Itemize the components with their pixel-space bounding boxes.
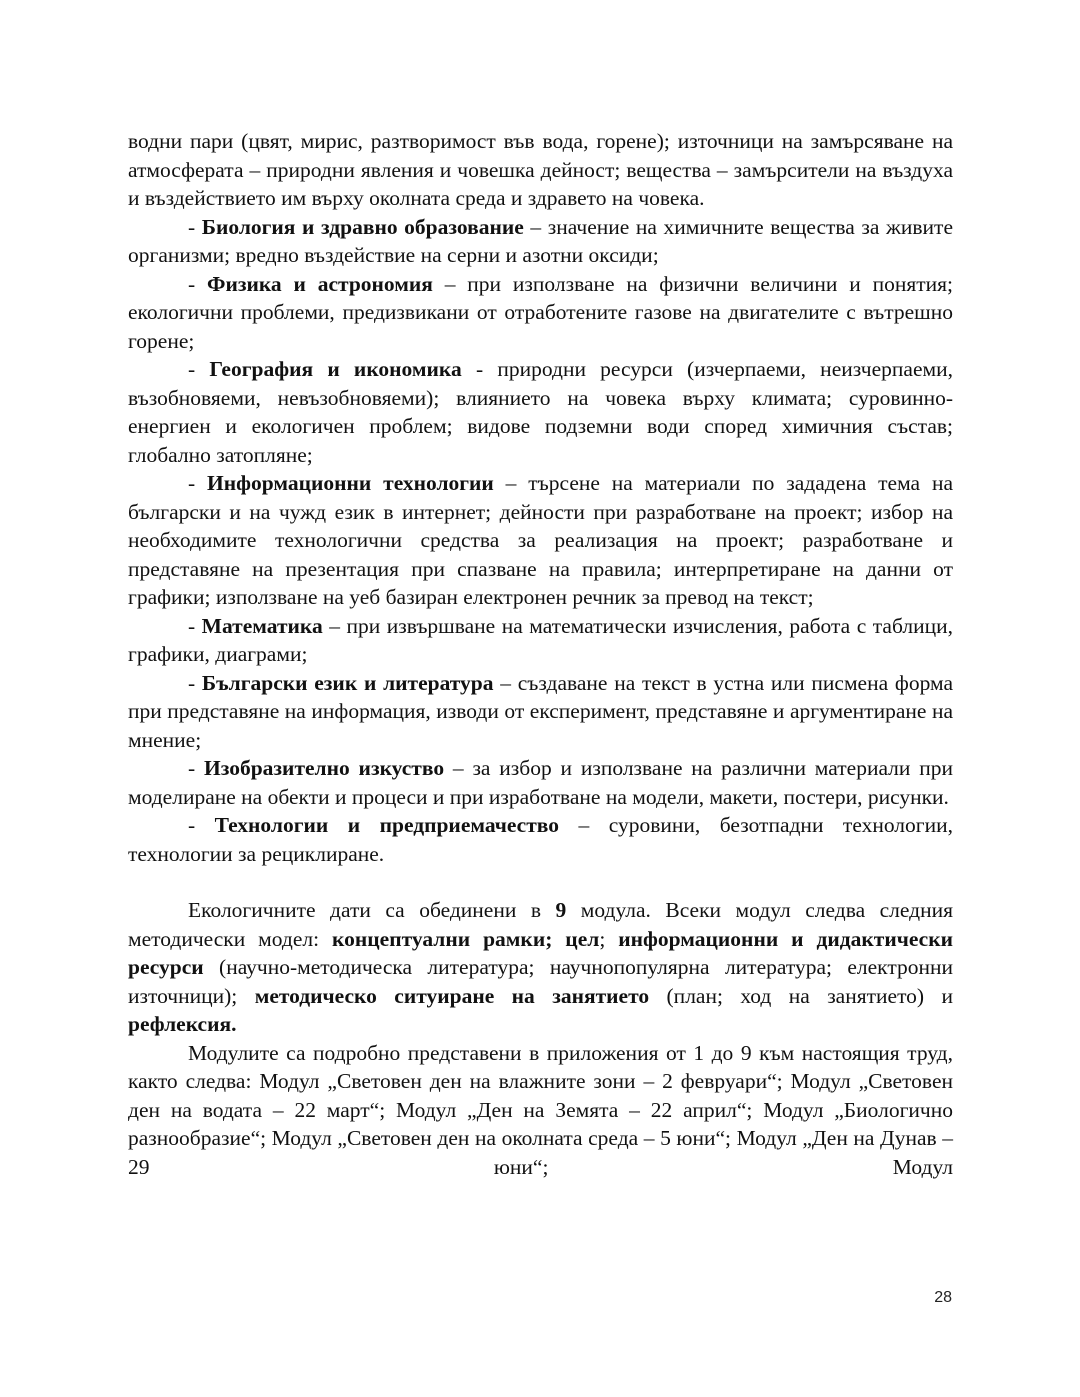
intro-paragraph: водни пари (цвят, мирис, разтворимост във вода, горене); източници на замърсяване на атмосферата – природни явления и човешка дейност; вещества – замърсители на въздуха и въздействието им върху околната среда и здравето на човека.	[128, 129, 953, 210]
subject-art: - Изобразително изкуство – за избор и използване на различни материали при моделиране на обекти и процеси и при изработване на модели, макети, постери, рисунки.	[128, 756, 953, 809]
subject-it: - Информационни технологии – търсене на материали по зададена тема на български и на чужд език в интернет; дейности при разработване на проект; избор на необходимите технологични средства за реализация на проект; разработване и представяне на презентация при спазване на правила; интерпретиране на данни от графики; използване на уеб базиран електронен речник за превод на текст;	[128, 471, 953, 609]
subject-term: Информационни технологии	[207, 471, 494, 495]
subject-term: Биология и здравно образование	[201, 214, 524, 239]
subject-term: Технологии и предприемачество	[214, 813, 559, 837]
subject-geography: - География и икономика - природни ресурси (изчерпаеми, неизчерпаеми, възобновяеми, невъзобновяеми); влиянието на човека върху климата; суровинно-енергиен и екологичен проблем; видове подземни води според химичния състав; глобално затопляне;	[128, 357, 953, 467]
modules-list-paragraph: Модулите са подробно представени в приложения от 1 до 9 към настоящия труд, както следва: Модул „Световен ден на влажните зони – 2 февруари“; Модул „Световен ден на водата – 22 март“; Модул „Ден на Земята – 22 април“; Модул „Биологично разнообразие“; Модул „Световен ден на околната среда – 5 юни“; Модул „Ден на Дунав – 29 юни“; Модул	[128, 1040, 953, 1179]
subject-bulgarian: - Български език и литература – създаване на текст в устна или писмена форма при представяне на информация, изводи от експеримент, представяне и аргументиране на мнение;	[128, 670, 953, 752]
subject-math: - Математика – при извършване на математически изчисления, работа с таблици, графики, диаграми;	[128, 613, 953, 666]
modules-summary-paragraph: Екологичните дати са обединени в 9 модула. Всеки модул следва следния методически модел: концептуални рамки; цел; информационни и дидактически ресурси (научно-методическа литература; научнопопулярна литература; електронни източници); методическо ситуиране на занятието (план; ход на занятието) и рефлексия.	[128, 898, 953, 1036]
subject-physics: - Физика и астрономия – при използване на физични величини и понятия; екологични проблеми, предизвикани от отработените газове на двигателите с вътрешно горене;	[128, 271, 953, 353]
subject-term: Физика и астрономия	[206, 271, 433, 296]
subject-technology: - Технологии и предприемачество – суровини, безотпадни технологии, технологии за рециклиране.	[128, 813, 953, 866]
subject-term: Математика	[201, 613, 323, 638]
subject-biology: - Биология и здравно образование – значение на химичните вещества за живите организми; вредно въздействие на серни и азотни оксиди;	[128, 214, 953, 267]
page-number: 28	[934, 1289, 952, 1306]
subject-term: Български език и литература	[201, 670, 494, 695]
subject-term: Изобразително изкуство	[203, 756, 445, 780]
body-text	[128, 127, 953, 1181]
paragraph-gap	[128, 868, 953, 896]
subject-term: География и икономика	[209, 357, 462, 381]
